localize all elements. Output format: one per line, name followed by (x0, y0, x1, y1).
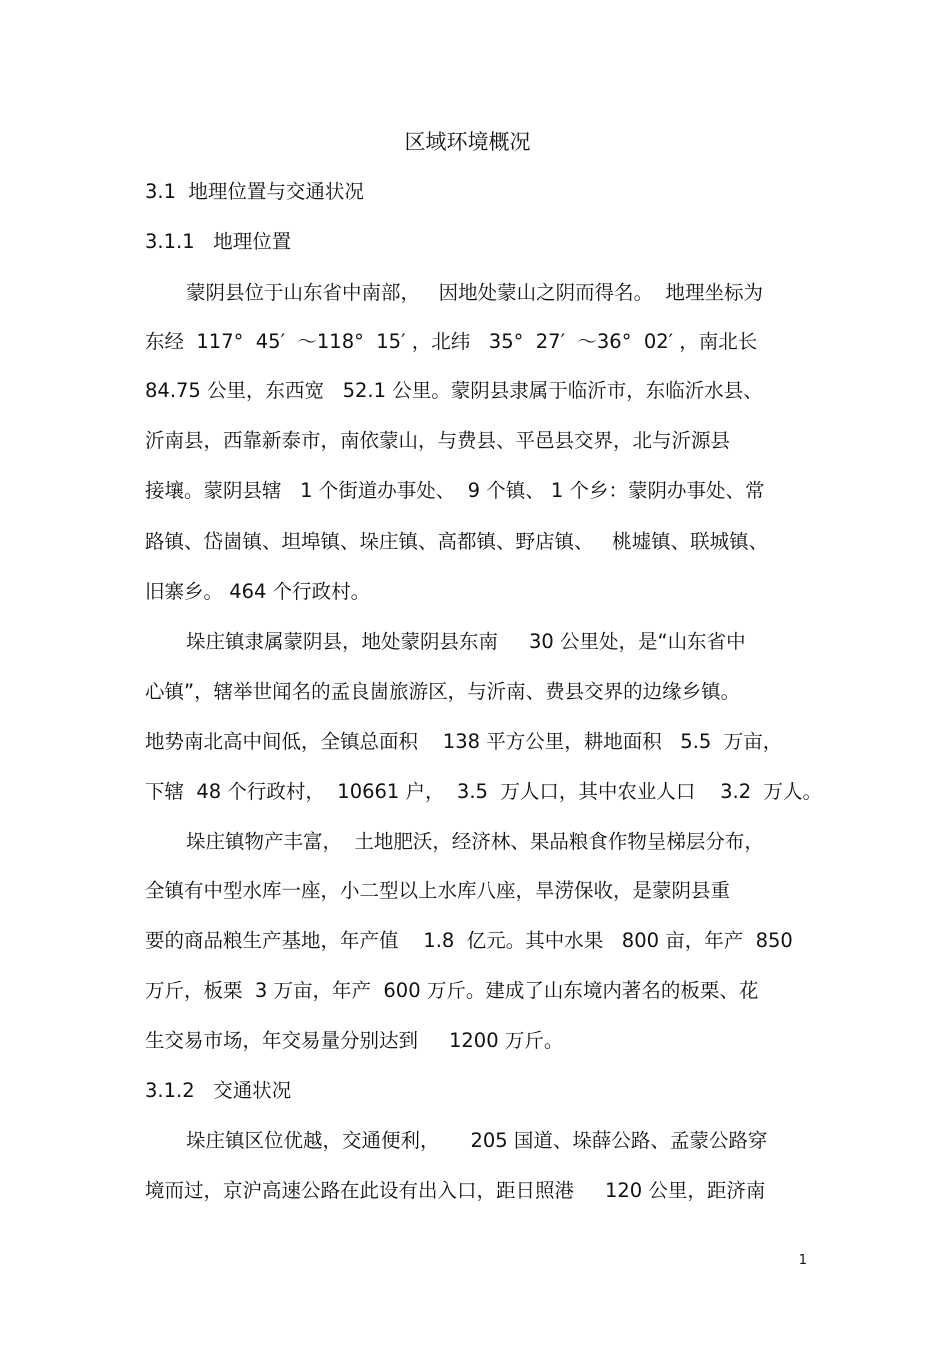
paragraph-line: 要的商品粮生产基地，年产值 1.8 亿元。其中水果 800 亩，年产 850 (145, 929, 793, 952)
paragraph-line: 旧寨乡。 464 个行政村。 (145, 580, 371, 603)
section-heading-3-1: 3.1 地理位置与交通状况 (145, 180, 364, 203)
paragraph-line: 境而过，京沪高速公路在此设有出入口，距日照港 120 公里，距济南 (145, 1179, 766, 1202)
paragraph-line: 垛庄镇物产丰富， 土地肥沃，经济林、果品粮食作物呈梯层分布， (186, 830, 764, 853)
paragraph-line: 万斤，板栗 3 万亩，年产 600 万斤。建成了山东境内著名的板栗、花 (145, 979, 759, 1002)
paragraph-line: 84.75 公里，东西宽 52.1 公里。蒙阴县隶属于临沂市，东临沂水县、 (145, 379, 763, 402)
section-heading-3-1-2: 3.1.2 交通状况 (145, 1079, 292, 1102)
paragraph-line: 路镇、岱崮镇、坦埠镇、垛庄镇、高都镇、野店镇、 桃墟镇、联城镇、 (145, 530, 769, 553)
section-heading-3-1-1: 3.1.1 地理位置 (145, 230, 292, 253)
paragraph-line: 下辖 48 个行政村， 10661 户， 3.5 万人口，其中农业人口 3.2 万人。 (145, 780, 823, 803)
paragraph-line: 生交易市场，年交易量分别达到 1200 万斤。 (145, 1029, 564, 1052)
paragraph-line: 蒙阴县位于山东省中南部， 因地处蒙山之阴而得名。 地理坐标为 (186, 281, 763, 304)
paragraph-line: 垛庄镇隶属蒙阴县，地处蒙阴县东南 30 公里处，是“山东省中 (186, 630, 746, 653)
document-title: 区域环境概况 (404, 130, 531, 154)
paragraph-line: 地势南北高中间低，全镇总面积 138 平方公里，耕地面积 5.5 万亩， (145, 730, 783, 753)
page-number: 1 (798, 1253, 807, 1268)
paragraph-line: 沂南县，西靠新泰市，南依蒙山，与费县、平邑县交界，北与沂源县 (145, 429, 731, 452)
paragraph-line: 东经 117° 45′ ～118° 15′ ，北纬 35° 27′ ～36° 02′ ，南北长 (145, 330, 758, 353)
paragraph-line: 垛庄镇区位优越，交通便利， 205 国道、垛薛公路、孟蒙公路穿 (186, 1129, 768, 1152)
paragraph-line: 接壤。蒙阴县辖 1 个街道办事处、 9 个镇、 1 个乡：蒙阴办事处、常 (145, 479, 765, 502)
paragraph-line: 全镇有中型水库一座，小二型以上水库八座，旱涝保收，是蒙阴县重 (145, 879, 731, 902)
paragraph-line: 心镇”，辖举世闻名的孟良崮旅游区，与沂南、费县交界的边缘乡镇。 (145, 680, 741, 703)
